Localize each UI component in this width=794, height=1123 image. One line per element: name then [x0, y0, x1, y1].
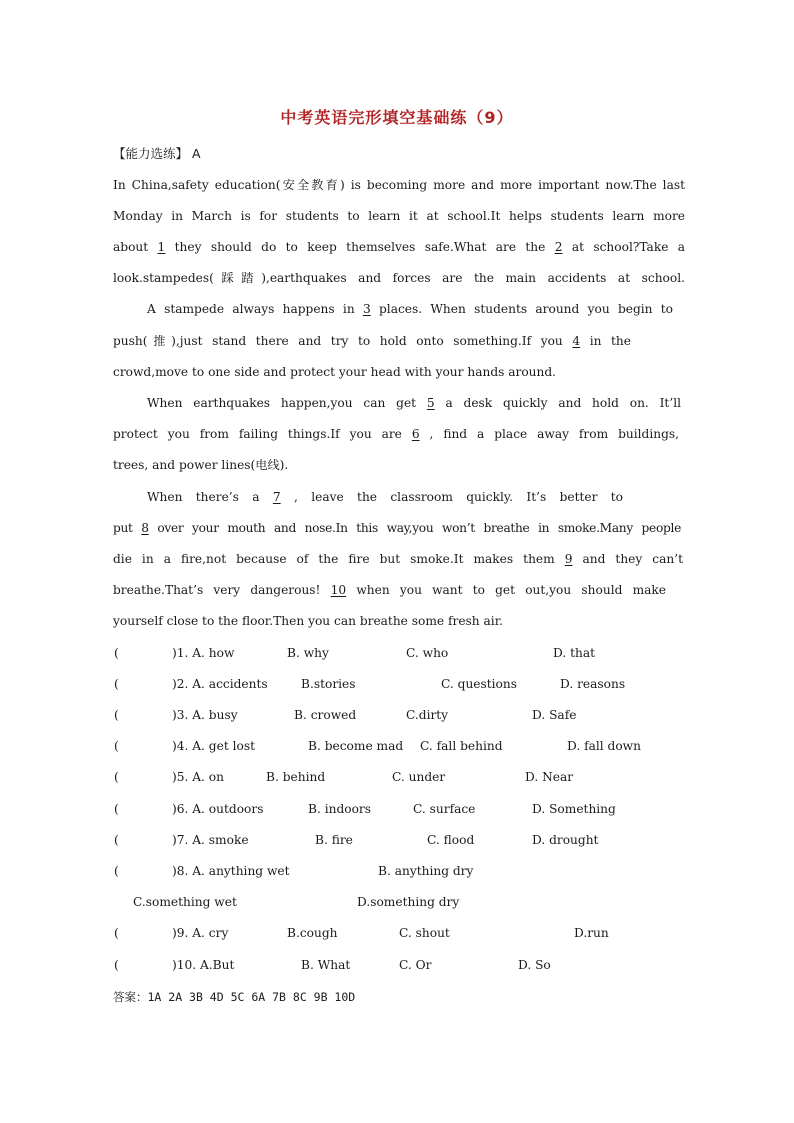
option-d: D. drought: [532, 833, 599, 847]
blank-5: 5: [426, 396, 435, 410]
option-d: D. Safe: [532, 708, 577, 722]
option-a: )6. A. outdoors: [172, 802, 264, 816]
answer-paren: (: [114, 770, 119, 784]
blank-2: 2: [554, 240, 563, 254]
answer-paren: (: [114, 958, 119, 972]
option-b: B.cough: [287, 926, 338, 940]
blank-3: 3: [362, 302, 371, 316]
option-c: C. flood: [427, 833, 475, 847]
option-c: C. questions: [441, 677, 517, 691]
blank-10: 10: [330, 583, 347, 597]
answer-paren: (: [114, 926, 119, 940]
option-b: B. behind: [266, 770, 326, 784]
option-d: D. Something: [532, 802, 616, 816]
passage-line: look.stampedes(踩踏),earthquakes and forces are the main accidents at school.: [113, 271, 685, 285]
answer-paren: (: [114, 677, 119, 691]
option-c: C. who: [406, 646, 449, 660]
answer-paren: (: [114, 646, 119, 660]
answer-paren: (: [114, 864, 119, 878]
option-a: )2. A. accidents: [172, 677, 268, 691]
passage-line: Monday in March is for students to learn it at school.It helps students learn more: [113, 209, 685, 223]
option-a: )5. A. on: [172, 770, 224, 784]
option-c: C. shout: [399, 926, 450, 940]
passage-line: protect you from failing things.If you are 6 , find a place away from buildings,: [113, 424, 679, 444]
option-c: C.something wet: [133, 895, 237, 909]
option-c: C. under: [392, 770, 446, 784]
option-d: D. fall down: [567, 739, 641, 753]
option-c: C.dirty: [406, 708, 449, 722]
option-d: D.run: [574, 926, 609, 940]
passage-line: yourself close to the floor.Then you can breathe some fresh air.: [113, 614, 504, 628]
option-a: )1. A. how: [172, 646, 235, 660]
option-c: C. fall behind: [420, 739, 503, 753]
option-d: D. reasons: [560, 677, 626, 691]
option-b: B. crowed: [294, 708, 357, 722]
option-a: )10. A.But: [172, 958, 235, 972]
option-c: C. Or: [399, 958, 432, 972]
option-d: D. that: [553, 646, 595, 660]
passage-line: push(推),just stand there and try to hold onto something.If you 4 in the: [113, 331, 631, 351]
passage-line: When earthquakes happen,you can get 5 a desk quickly and hold on. It’ll: [147, 393, 681, 413]
passage-line: In China,safety education(安全教育) is becoming more and more important now.The last: [113, 178, 685, 192]
option-d: D. Near: [525, 770, 574, 784]
passage-line: breathe.That’s very dangerous! 10 when you want to get out,you should make: [113, 580, 666, 600]
option-b: B.stories: [301, 677, 356, 691]
option-b: B. indoors: [308, 802, 372, 816]
passage-line: crowd,move to one side and protect your head with your hands around.: [113, 365, 557, 379]
passage-line: about 1 they should do to keep themselves safe.What are the 2 at school?Take a: [113, 237, 685, 257]
option-a: )7. A. smoke: [172, 833, 249, 847]
option-b: B. why: [287, 646, 329, 660]
blank-6: 6: [411, 427, 420, 441]
blank-7: 7: [272, 490, 281, 504]
blank-9: 9: [564, 552, 573, 566]
option-c: C. surface: [413, 802, 476, 816]
answer-paren: (: [114, 739, 119, 753]
passage-line: When there’s a 7 , leave the classroom quickly. It’s better to: [147, 487, 623, 507]
blank-8: 8: [141, 521, 149, 535]
option-b: B. anything dry: [378, 864, 474, 878]
passage-line: put 8 over your mouth and nose.In this way,you won’t breathe in smoke.Many people: [113, 518, 681, 538]
passage-line: die in a fire,not because of the fire but smoke.It makes them 9 and they can’t: [113, 549, 683, 569]
blank-4: 4: [572, 334, 581, 348]
answer-paren: (: [114, 802, 119, 816]
option-b: B. become mad: [308, 739, 404, 753]
answer-paren: (: [114, 708, 119, 722]
option-a: )4. A. get lost: [172, 739, 255, 753]
page-title: 中考英语完形填空基础练（9）: [280, 108, 514, 127]
option-a: )3. A. busy: [172, 708, 238, 722]
passage-line: A stampede always happens in 3 places. When students around you begin to: [147, 299, 673, 319]
answer-paren: (: [114, 833, 119, 847]
option-b: B. What: [301, 958, 351, 972]
answer-key: 答案：1A 2A 3B 4D 5C 6A 7B 8C 9B 10D: [113, 990, 356, 1004]
option-d: D. So: [518, 958, 551, 972]
passage-line: trees, and power lines(电线).: [113, 458, 289, 472]
blank-1: 1: [157, 240, 166, 254]
section-label: 【能力选练】 A: [113, 146, 201, 161]
option-a: )9. A. cry: [172, 926, 229, 940]
option-b: B. fire: [315, 833, 353, 847]
option-a: )8. A. anything wet: [172, 864, 290, 878]
option-d: D.something dry: [357, 895, 460, 909]
